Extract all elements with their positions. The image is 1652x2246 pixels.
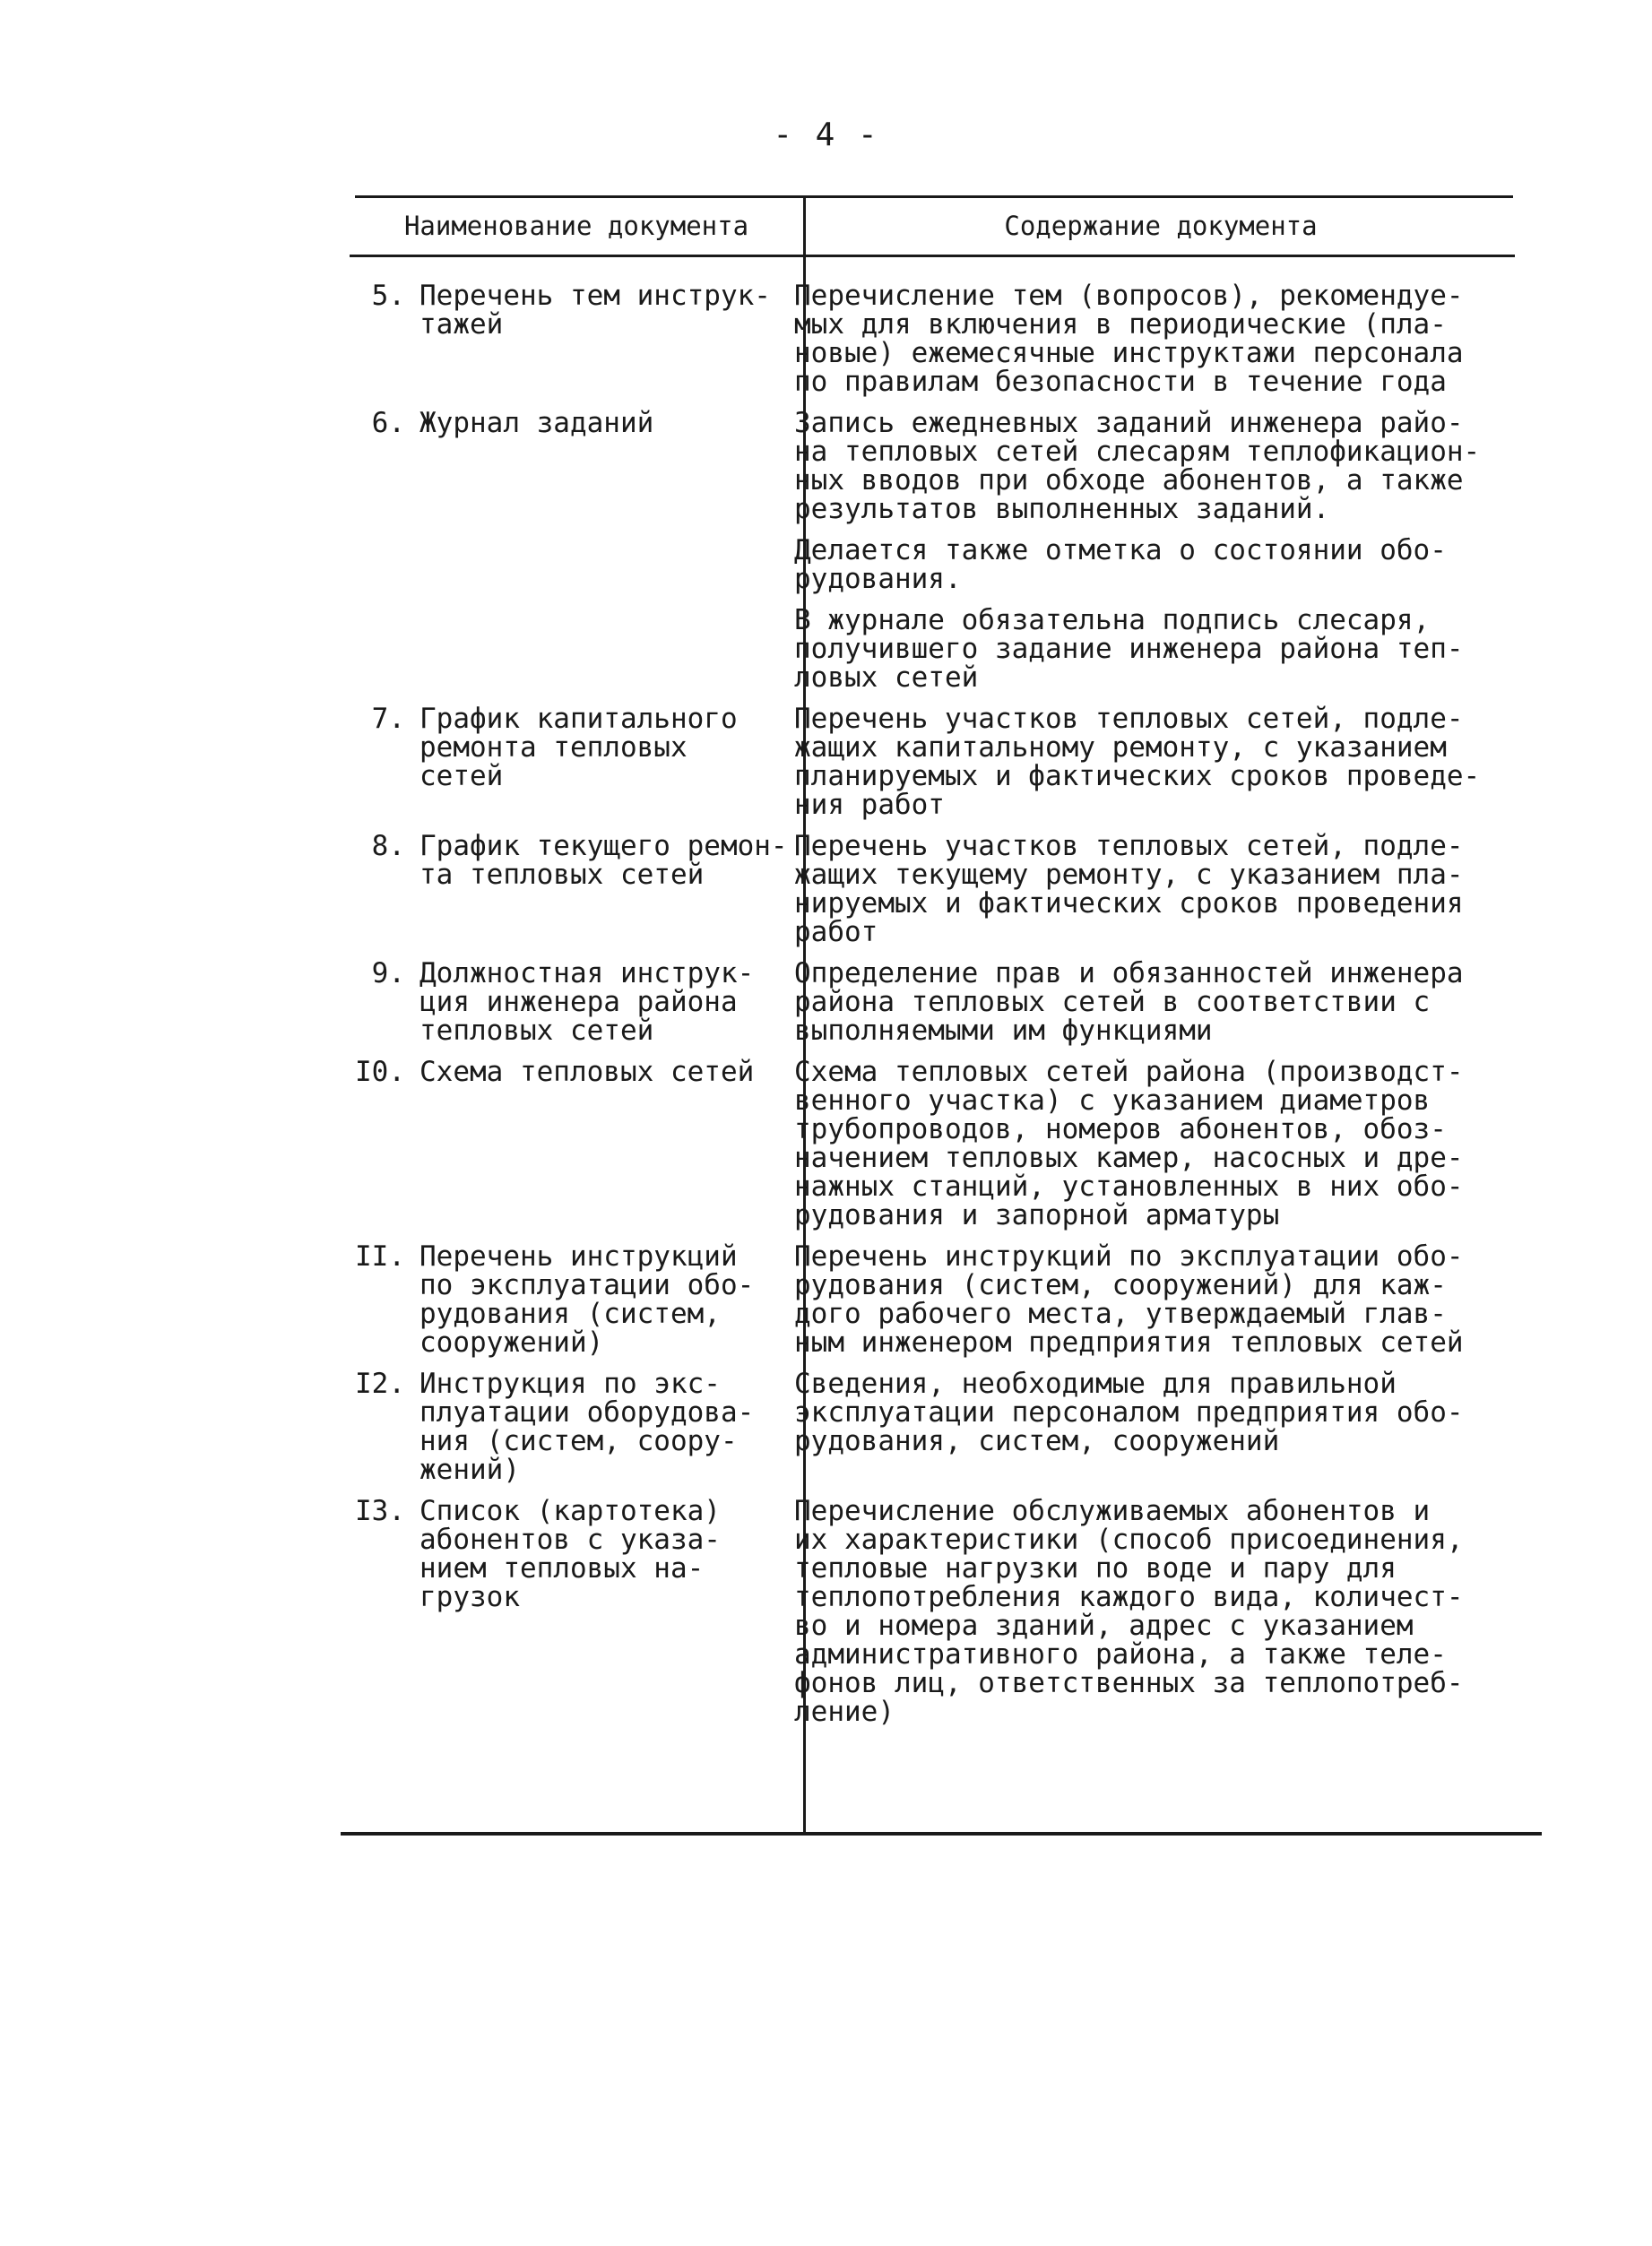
document-name-line: абонентов с указа- xyxy=(419,1524,721,1556)
row-number: I2. xyxy=(355,1368,405,1400)
row-number: 5. xyxy=(371,280,405,312)
document-name-line: Инструкция по экс- xyxy=(419,1368,721,1400)
content-paragraph xyxy=(794,1369,1511,1456)
document-name xyxy=(405,830,788,946)
content-line: результатов выполненных заданий. xyxy=(794,493,1330,525)
document-content xyxy=(794,1369,1511,1484)
content-line: рудования (систем, сооружений) для каж- xyxy=(794,1269,1447,1301)
document-name xyxy=(405,1058,773,1230)
content-line: Перечень инструкций по эксплуатации обо- xyxy=(794,1240,1464,1273)
document-content xyxy=(794,959,1511,1045)
row-number: 7. xyxy=(371,703,405,735)
document-content xyxy=(794,704,1511,819)
row-number: II. xyxy=(355,1240,405,1273)
content-paragraph xyxy=(794,409,1511,523)
header-document-content: Содержание документа xyxy=(1004,211,1318,241)
content-line: рудования и запорной арматуры xyxy=(794,1199,1280,1231)
content-line: нажных станций, установленных в них обо- xyxy=(794,1171,1464,1203)
content-line: трубопроводов, номеров абонентов, обоз- xyxy=(794,1113,1447,1145)
content-paragraph xyxy=(794,704,1511,819)
content-line: их характеристики (способ присоединения, xyxy=(794,1524,1464,1556)
content-line: получившего задание инженера района теп- xyxy=(794,633,1464,665)
content-line: жащих текущему ремонту, с указанием пла- xyxy=(794,859,1464,891)
content-line: мых для включения в периодические (пла- xyxy=(794,308,1447,341)
document-name xyxy=(405,281,773,396)
document-name xyxy=(405,1242,773,1357)
content-line: Перечисление обслуживаемых абонентов и xyxy=(794,1495,1431,1527)
content-line: ных вводов при обходе абонентов, а также xyxy=(794,464,1464,497)
table-row xyxy=(350,1242,1515,1357)
document-name-line: плуатации оборудова- xyxy=(419,1396,755,1429)
document-name xyxy=(405,704,773,819)
document-name-line: жений) xyxy=(419,1454,520,1486)
table-body xyxy=(350,281,1515,1739)
document-name-line: Перечень инструкций xyxy=(419,1240,738,1273)
document-name-line: ция инженера района xyxy=(419,986,738,1018)
table-row xyxy=(350,704,1515,819)
document-name-line: сооружений) xyxy=(419,1326,604,1359)
content-line: ловых сетей xyxy=(794,661,979,694)
document-name-line: Журнал заданий xyxy=(419,407,654,439)
content-line: во и номера зданий, адрес с указанием xyxy=(794,1610,1414,1642)
document-name-line: Перечень тем инструк- xyxy=(419,280,771,312)
table-row xyxy=(350,959,1515,1045)
document-name-line: Список (картотека) xyxy=(419,1495,721,1527)
document-content xyxy=(794,1242,1511,1357)
content-line: дого рабочего места, утверждаемый глав- xyxy=(794,1298,1447,1330)
document-content xyxy=(794,1058,1511,1230)
content-paragraph xyxy=(794,1058,1511,1230)
content-paragraph xyxy=(794,959,1511,1045)
document-content xyxy=(794,832,1511,946)
document-name-line: Схема тепловых сетей xyxy=(419,1056,755,1088)
content-line: В журнале обязательна подпись слесаря, xyxy=(794,604,1431,636)
row-number: 6. xyxy=(371,407,405,439)
document-name xyxy=(405,1369,773,1484)
content-paragraph xyxy=(794,832,1511,946)
content-line: ния работ xyxy=(794,789,945,821)
document-name-line: График капитального xyxy=(419,703,738,735)
content-line: на тепловых сетей слесарям теплофикацион- xyxy=(794,436,1481,468)
table-row xyxy=(350,281,1515,396)
page-number: - 4 - xyxy=(773,117,879,153)
content-line: нируемых и фактических сроков проведения xyxy=(794,887,1464,920)
content-paragraph xyxy=(794,606,1511,692)
document-name xyxy=(405,1497,773,1726)
row-number: I3. xyxy=(355,1495,405,1527)
content-line: выполняемыми им функциями xyxy=(794,1015,1213,1047)
content-line: Перечень участков тепловых сетей, подле- xyxy=(794,703,1464,735)
document-name-line: грузок xyxy=(419,1581,520,1613)
table-row xyxy=(350,1497,1515,1726)
document-name-line: Должностная инструк- xyxy=(419,957,755,989)
content-line: Определение прав и обязанностей инженера xyxy=(794,957,1464,989)
content-paragraph xyxy=(794,536,1511,593)
table-row xyxy=(350,1369,1515,1484)
document-name-line: График текущего ремон- xyxy=(419,830,788,862)
content-line: тепловые нагрузки по воде и пару для xyxy=(794,1552,1397,1585)
content-line: эксплуатации персоналом предприятия обо- xyxy=(794,1396,1464,1429)
content-line: Делается также отметка о состоянии обо- xyxy=(794,534,1447,566)
content-line: работ xyxy=(794,916,878,948)
document-name-line: тажей xyxy=(419,308,504,341)
document-name-line: ния (систем, соору- xyxy=(419,1425,738,1457)
content-line: планируемых и фактических сроков проведе- xyxy=(794,760,1481,792)
document-name-line: рудования (систем, xyxy=(419,1298,721,1330)
content-line: Сведения, необходимые для правильной xyxy=(794,1368,1397,1400)
content-paragraph xyxy=(794,281,1511,396)
content-line: района тепловых сетей в соответствии с xyxy=(794,986,1431,1018)
content-line: теплопотребления каждого вида, количест- xyxy=(794,1581,1464,1613)
document-content xyxy=(794,1497,1511,1726)
document-name xyxy=(405,409,773,692)
table-row xyxy=(350,1058,1515,1230)
content-line: ление) xyxy=(794,1696,895,1728)
table-row xyxy=(350,832,1515,946)
content-line: рудования, систем, сооружений xyxy=(794,1425,1280,1457)
document-content xyxy=(794,281,1511,396)
content-line: Перечисление тем (вопросов), рекомендуе- xyxy=(794,280,1464,312)
content-line: рудования. xyxy=(794,563,962,595)
content-line: венного участка) с указанием диаметров xyxy=(794,1084,1431,1117)
table-row xyxy=(350,409,1515,692)
content-paragraph xyxy=(794,1497,1511,1726)
document-name-line: по эксплуатации обо- xyxy=(419,1269,755,1301)
header-document-name: Наименование документа xyxy=(403,211,749,241)
document-name xyxy=(405,959,773,1045)
content-line: Схема тепловых сетей района (производст- xyxy=(794,1056,1464,1088)
row-number: 9. xyxy=(371,957,405,989)
document-name-line: тепловых сетей xyxy=(419,1015,654,1047)
content-line: новые) ежемесячные инструктажи персонала xyxy=(794,337,1464,369)
document-name-line: ремонта тепловых xyxy=(419,731,688,764)
row-number: 8. xyxy=(371,830,405,862)
content-line: административного района, а также теле- xyxy=(794,1638,1447,1671)
content-line: ным инженером предприятия тепловых сетей xyxy=(794,1326,1464,1359)
document-name-line: сетей xyxy=(419,760,504,792)
content-line: по правилам безопасности в течение года xyxy=(794,366,1447,398)
document-name-line: та тепловых сетей xyxy=(419,859,705,891)
table-bottom-rule xyxy=(341,1832,1542,1836)
content-paragraph xyxy=(794,1242,1511,1357)
document-name-line: нием тепловых на- xyxy=(419,1552,705,1585)
content-line: Перечень участков тепловых сетей, подле- xyxy=(794,830,1464,862)
content-line: жащих капитальному ремонту, с указанием xyxy=(794,731,1447,764)
table-top-rule xyxy=(355,195,1513,198)
document-content xyxy=(794,409,1511,692)
content-line: фонов лиц, ответственных за теплопотреб- xyxy=(794,1667,1464,1699)
row-number: I0. xyxy=(355,1056,405,1088)
content-line: Запись ежедневных заданий инженера райо- xyxy=(794,407,1464,439)
content-line: начением тепловых камер, насосных и дре- xyxy=(794,1142,1464,1174)
table-header-rule xyxy=(350,255,1515,257)
